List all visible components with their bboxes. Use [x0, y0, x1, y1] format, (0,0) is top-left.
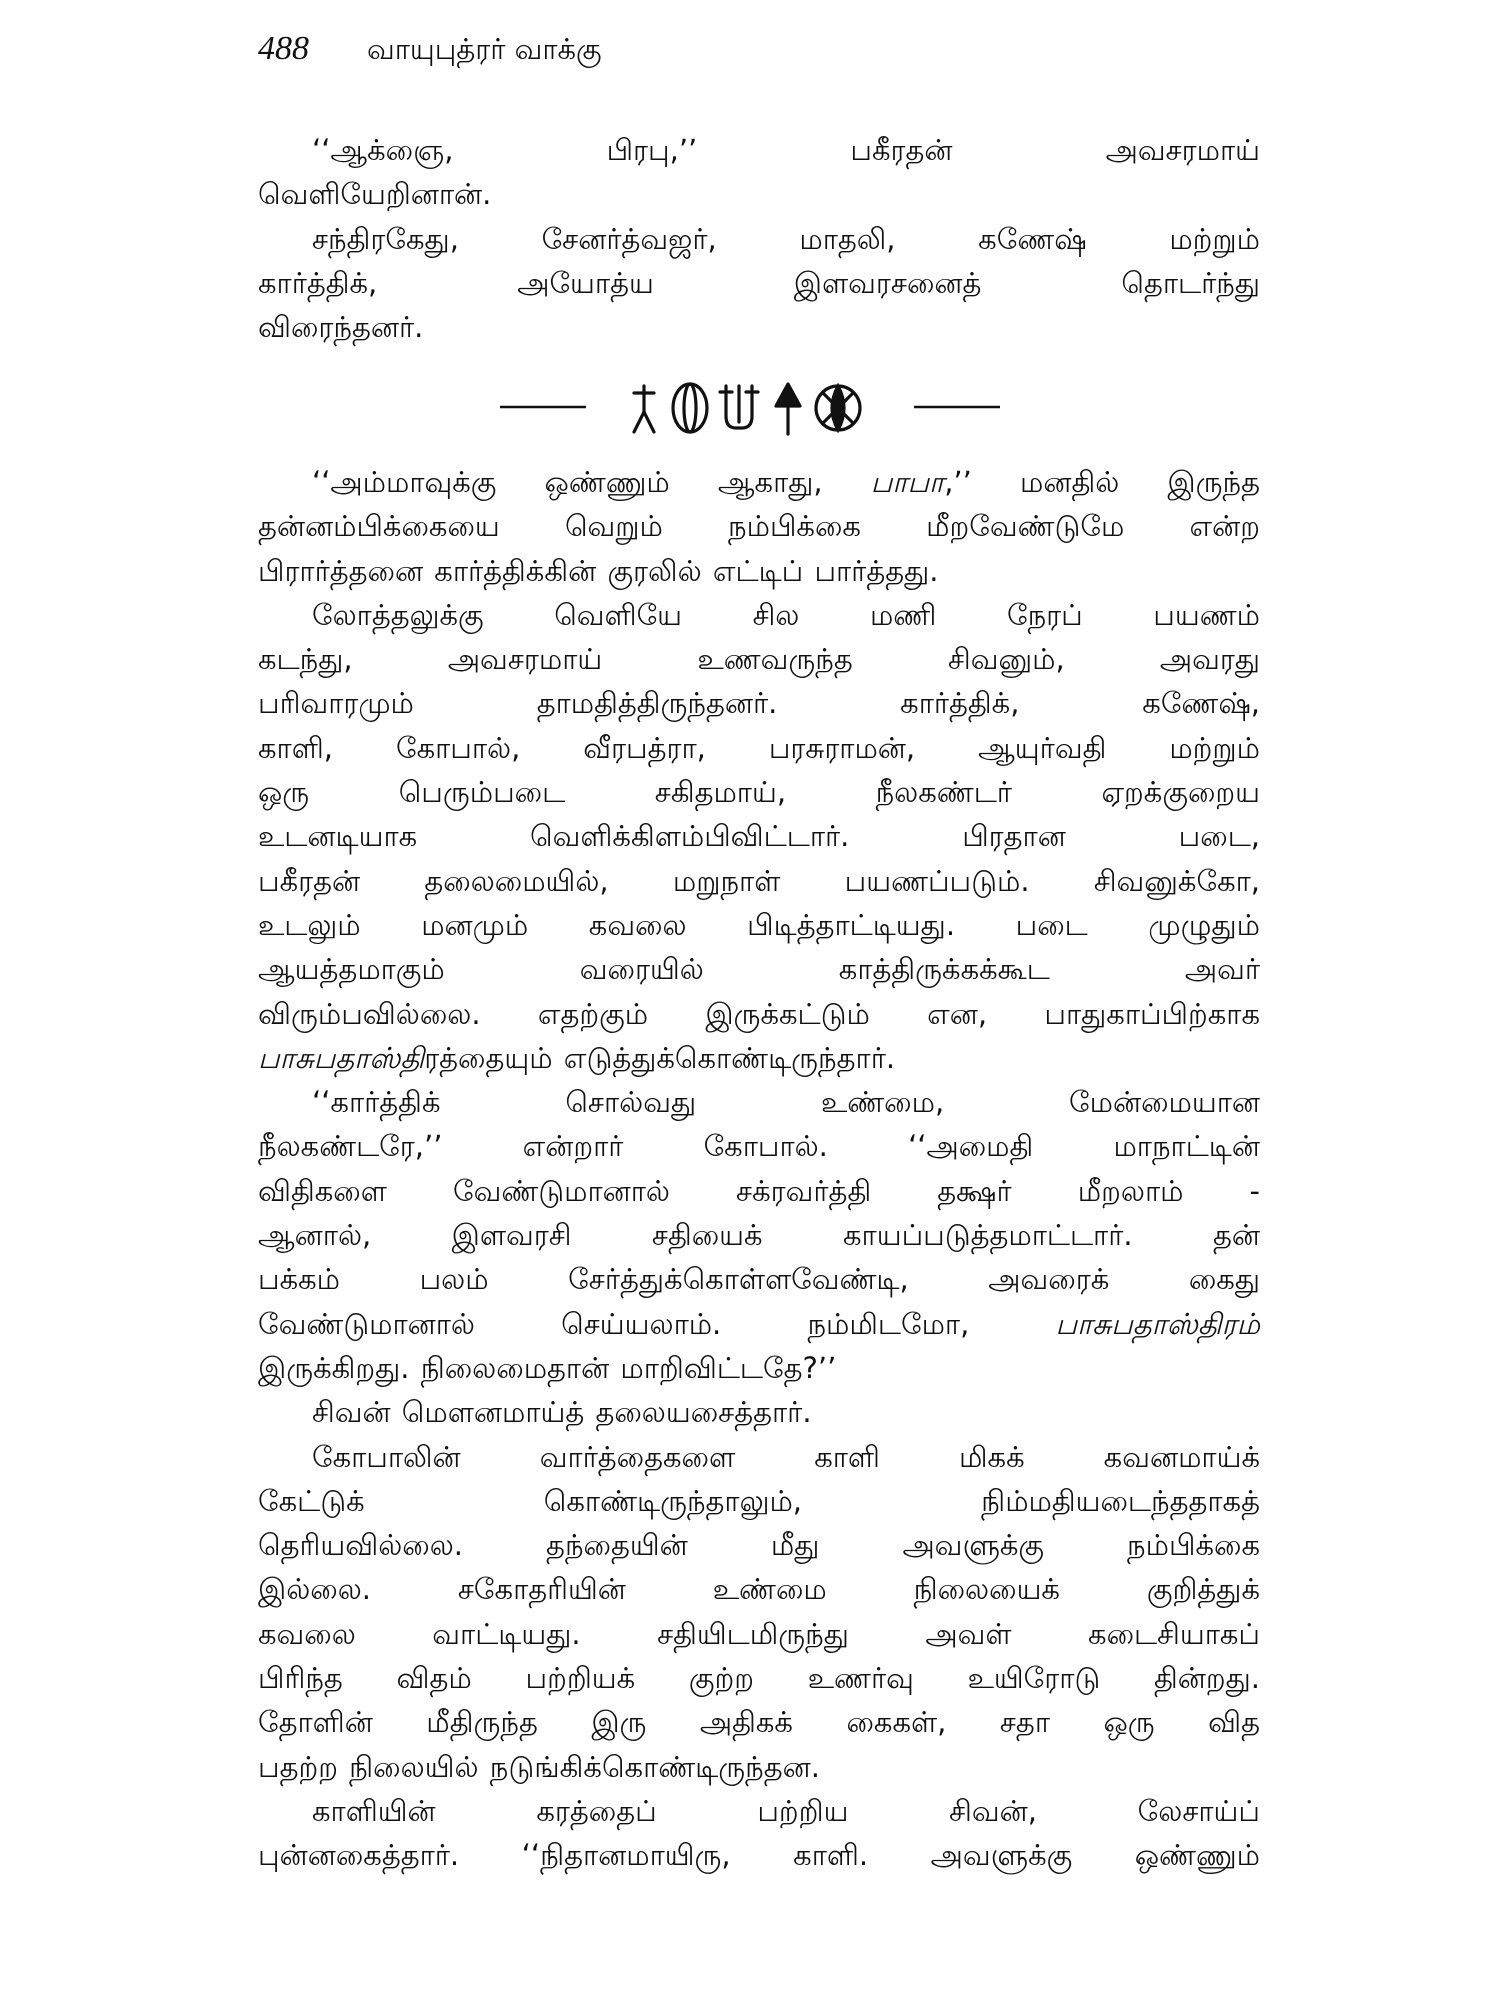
paragraph [258, 460, 1260, 593]
text-run: உடனடியாக வெளிக்கிளம்பிவிட்டார். பிரதான படை, [258, 819, 1260, 854]
text-run: ஆயத்தமாகும் வரையில் காத்திருக்கக்கூட அவர் [258, 952, 1260, 987]
text-line [258, 128, 1260, 172]
text-line [258, 992, 1260, 1036]
text-line [258, 1435, 1260, 1479]
section-two-text [258, 460, 1260, 1878]
text-run: ‘‘அம்மாவுக்கு ஒண்ணும் ஆகாது, [312, 465, 871, 499]
text-run: காளியின் கரத்தைப் பற்றிய சிவன், லேசாய்ப் [312, 1793, 1260, 1828]
text-run: பரிவாரமும் தாமதித்திருந்தனர். கார்த்திக், கணேஷ், [258, 686, 1260, 721]
text-line [258, 1567, 1260, 1611]
text-line [258, 1479, 1260, 1523]
paragraph [258, 1435, 1260, 1789]
text-run: ஒரு பெரும்படை சகிதமாய், நீலகண்டர் ஏறக்குறைய [258, 775, 1260, 810]
paragraph [258, 1390, 1260, 1434]
text-line [258, 903, 1260, 947]
text-run: இல்லை. சகோதரியின் உண்மை நிலையைக் குறித்துக் [258, 1572, 1260, 1607]
text-line [258, 1080, 1260, 1124]
page-header [258, 30, 602, 80]
text-line [258, 859, 1260, 903]
paragraph [258, 217, 1260, 350]
text-run: ரத்தையும் எடுத்துக்கொண்டிருந்தார். [424, 1040, 896, 1075]
text-line [258, 814, 1260, 858]
text-run: கடந்து, அவசரமாய் உணவருந்த சிவனும், அவரது [258, 642, 1260, 677]
italic-text-run: பாபா [870, 465, 945, 499]
section-break-ornament [500, 376, 1000, 436]
text-run: விரும்பவில்லை. எதற்கும் இருக்கட்டும் என, பாதுகாப்பிற்காக [258, 996, 1260, 1031]
text-line [258, 261, 1260, 305]
text-run: லோத்தலுக்கு வெளியே சில மணி நேரப் பயணம் [312, 597, 1260, 632]
text-run: கேட்டுக் கொண்டிருந்தாலும், நிம்மதியடைந்ததாகத் [258, 1483, 1260, 1518]
text-run: சந்திரகேது, சேனர்த்வஜர், மாதலி, கணேஷ் மற்றும் [312, 221, 1260, 256]
text-line [258, 172, 1260, 216]
text-run: நீலகண்டரே,’’ என்றார் கோபால். ‘‘அமைதி மாநாட்டின் [258, 1129, 1260, 1164]
text-line [258, 1833, 1260, 1877]
ornament-stick-figure-icon [634, 386, 654, 432]
text-line [258, 726, 1260, 770]
text-line [258, 770, 1260, 814]
text-run: பிரார்த்தனை கார்த்திக்கின் குரலில் எட்டிப் பார்த்தது. [258, 553, 939, 588]
text-line [258, 1124, 1260, 1168]
paragraph [258, 128, 1260, 217]
text-line [258, 1700, 1260, 1744]
paragraph [258, 1789, 1260, 1878]
running-title: வாயுபுத்ரர் வாக்கு [367, 32, 602, 66]
italic-text-run: பாசுபதாஸ்தி [258, 1040, 425, 1075]
text-line [258, 305, 1260, 349]
text-run: கார்த்திக், அயோத்ய இளவரசனைத் தொடர்ந்து [258, 265, 1260, 300]
text-line [258, 1612, 1260, 1656]
text-line [258, 1169, 1260, 1213]
paragraph [258, 1080, 1260, 1390]
text-run: பிரிந்த விதம் பற்றியக் குற்ற உணர்வு உயிரோடு தின்றது. [258, 1661, 1260, 1696]
text-run: தோளின் மீதிருந்த இரு அதிகக் கைகள், சதா ஒரு வித [258, 1705, 1260, 1740]
text-line [258, 593, 1260, 637]
text-line [258, 1523, 1260, 1567]
text-line [258, 637, 1260, 681]
text-line [258, 460, 1260, 504]
text-line [258, 1789, 1260, 1833]
text-line [258, 1302, 1260, 1346]
text-run: புன்னகைத்தார். ‘‘நிதானமாயிரு, காளி. அவளுக்கு ஒண்ணும் [258, 1838, 1260, 1873]
ornament-spoked-wheel-icon [816, 386, 860, 430]
ornament-trident-cup-icon [720, 386, 758, 428]
italic-text-run: பாசுபதாஸ்திரம் [1055, 1306, 1260, 1341]
text-line [258, 1346, 1260, 1390]
text-line [258, 947, 1260, 991]
text-run: ‘‘கார்த்திக் சொல்வது உண்மை, மேன்மையான [312, 1085, 1260, 1120]
page-number: 488 [258, 30, 309, 67]
text-run: பதற்ற நிலையில் நடுங்கிக்கொண்டிருந்தன. [258, 1749, 820, 1784]
text-line [258, 549, 1260, 593]
text-line [258, 1036, 1260, 1080]
text-run: ‘‘ஆக்ஞை, பிரபு,’’ பகீரதன் அவசரமாய் [312, 133, 1260, 167]
text-run: கோபாலின் வார்த்தைகளை காளி மிகக் கவனமாய்க் [312, 1439, 1260, 1474]
text-run: தன்னம்பிக்கையை வெறும் நம்பிக்கை மீறவேண்டுமே என்ற [258, 509, 1260, 544]
text-line [258, 681, 1260, 725]
text-run: ஆனால், இளவரசி சதியைக் காயப்படுத்தமாட்டார். தன் [258, 1218, 1260, 1253]
text-run: இருக்கிறது. நிலைமைதான் மாறிவிட்டதே?’’ [258, 1350, 837, 1385]
text-run: பகீரதன் தலைமையில், மறுநாள் பயணப்படும். சிவனுக்கோ, [258, 863, 1260, 898]
text-run: காளி, கோபால், வீரபத்ரா, பரசுராமன், ஆயுர்வதி மற்றும் [258, 730, 1260, 765]
text-line [258, 1745, 1260, 1789]
ornament-double-oval-icon [673, 384, 707, 432]
text-run: தெரியவில்லை. தந்தையின் மீது அவளுக்கு நம்பிக்கை [258, 1528, 1260, 1563]
paragraph [258, 593, 1260, 1080]
text-line [258, 504, 1260, 548]
text-run: சிவன் மௌனமாய்த் தலையசைத்தார். [312, 1395, 812, 1430]
text-line [258, 1257, 1260, 1301]
section-one-text [258, 128, 1260, 349]
text-line [258, 1390, 1260, 1434]
text-run: உடலும் மனமும் கவலை பிடித்தாட்டியது. படை முழுதும் [258, 907, 1260, 942]
text-run: விதிகளை வேண்டுமானால் சக்ரவர்த்தி தக்ஷர் மீறலாம் - [258, 1173, 1260, 1208]
ornament-arrow-up-icon [776, 384, 800, 434]
text-run: கவலை வாட்டியது. சதியிடமிருந்து அவள் கடைசியாகப் [258, 1616, 1260, 1651]
text-run: ,’’ மனதில் இருந்த [944, 465, 1260, 499]
text-run: விரைந்தனர். [258, 310, 424, 345]
text-run: வெளியேறினான். [258, 177, 492, 212]
text-run: வேண்டுமானால் செய்யலாம். நம்மிடமோ, [258, 1306, 1056, 1341]
text-line [258, 217, 1260, 261]
text-line [258, 1213, 1260, 1257]
text-run: பக்கம் பலம் சேர்த்துக்கொள்ளவேண்டி, அவரைக் கைது [258, 1262, 1260, 1297]
text-line [258, 1656, 1260, 1700]
